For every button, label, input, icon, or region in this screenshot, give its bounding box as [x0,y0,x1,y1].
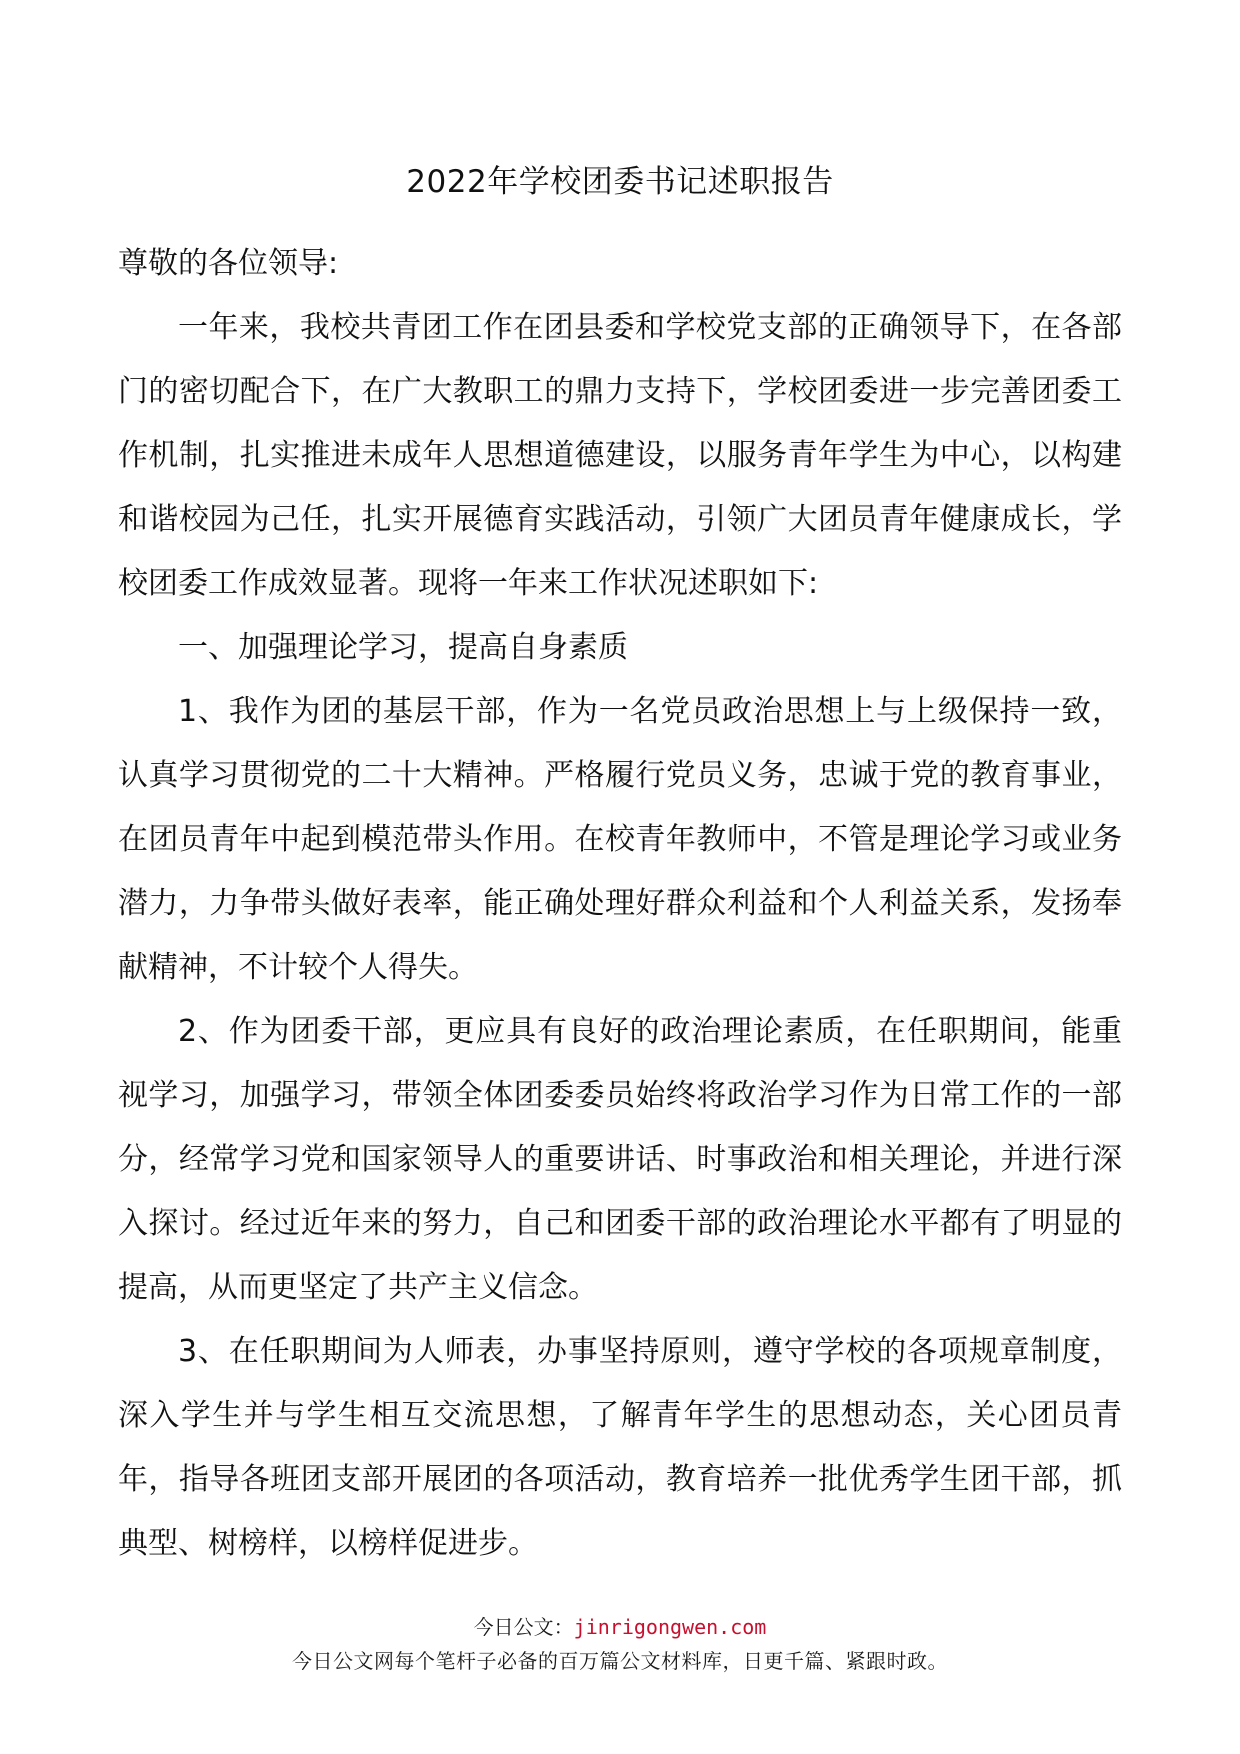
footer-site-link[interactable]: jinrigongwen.com [573,1615,767,1639]
paragraph-item-3: 3、在任职期间为人师表，办事坚持原则，遵守学校的各项规章制度，深入学生并与学生相互交流思想，了解青年学生的思想动态，关心团员青年，指导各班团支部开展团的各项活动，教育培养一批优秀学生团干部，抓典型、树榜样，以榜样促进步。 [118,1334,1122,1561]
document-title: 2022年学校团委书记述职报告 [406,164,834,200]
paragraph-intro: 一年来，我校共青团工作在团县委和学校党支部的正确领导下，在各部门的密切配合下，在广大教职工的鼎力支持下，学校团委进一步完善团委工作机制，扎实推进未成年人思想道德建设，以服务青年学生为中心，以构建和谐校园为己任，扎实开展德育实践活动，引领广大团员青年健康成长，学校团委工作成效显著。现将一年来工作状况述职如下: [118,310,1122,601]
paragraph-item-2: 2、作为团委干部，更应具有良好的政治理论素质，在任职期间，能重视学习，加强学习，带领全体团委委员始终将政治学习作为日常工作的一部分，经常学习党和国家领导人的重要讲话、时事政治和相关理论，并进行深入探讨。经过近年来的努力，自己和团委干部的政治理论水平都有了明显的提高，从而更坚定了共产主义信念。 [118,1014,1122,1305]
footer-slogan: 今日公文网每个笔杆子必备的百万篇公文材料库，日更千篇、紧跟时政。 [292,1649,948,1673]
footer-label: 今日公文： [473,1615,574,1639]
section-heading-1: 一、加强理论学习，提高自身素质 [178,630,628,665]
salutation: 尊敬的各位领导: [118,246,339,281]
document-body [118,232,1122,1576]
footer-source [0,1612,1240,1642]
paragraph-item-1: 1、我作为团的基层干部，作为一名党员政治思想上与上级保持一致，认真学习贯彻党的二十大精神。严格履行党员义务，忠诚于党的教育事业，在团员青年中起到模范带头作用。在校青年教师中，不管是理论学习或业务潜力，力争带头做好表率，能正确处理好群众利益和个人利益关系，发扬奉献精神，不计较个人得失。 [118,694,1122,985]
